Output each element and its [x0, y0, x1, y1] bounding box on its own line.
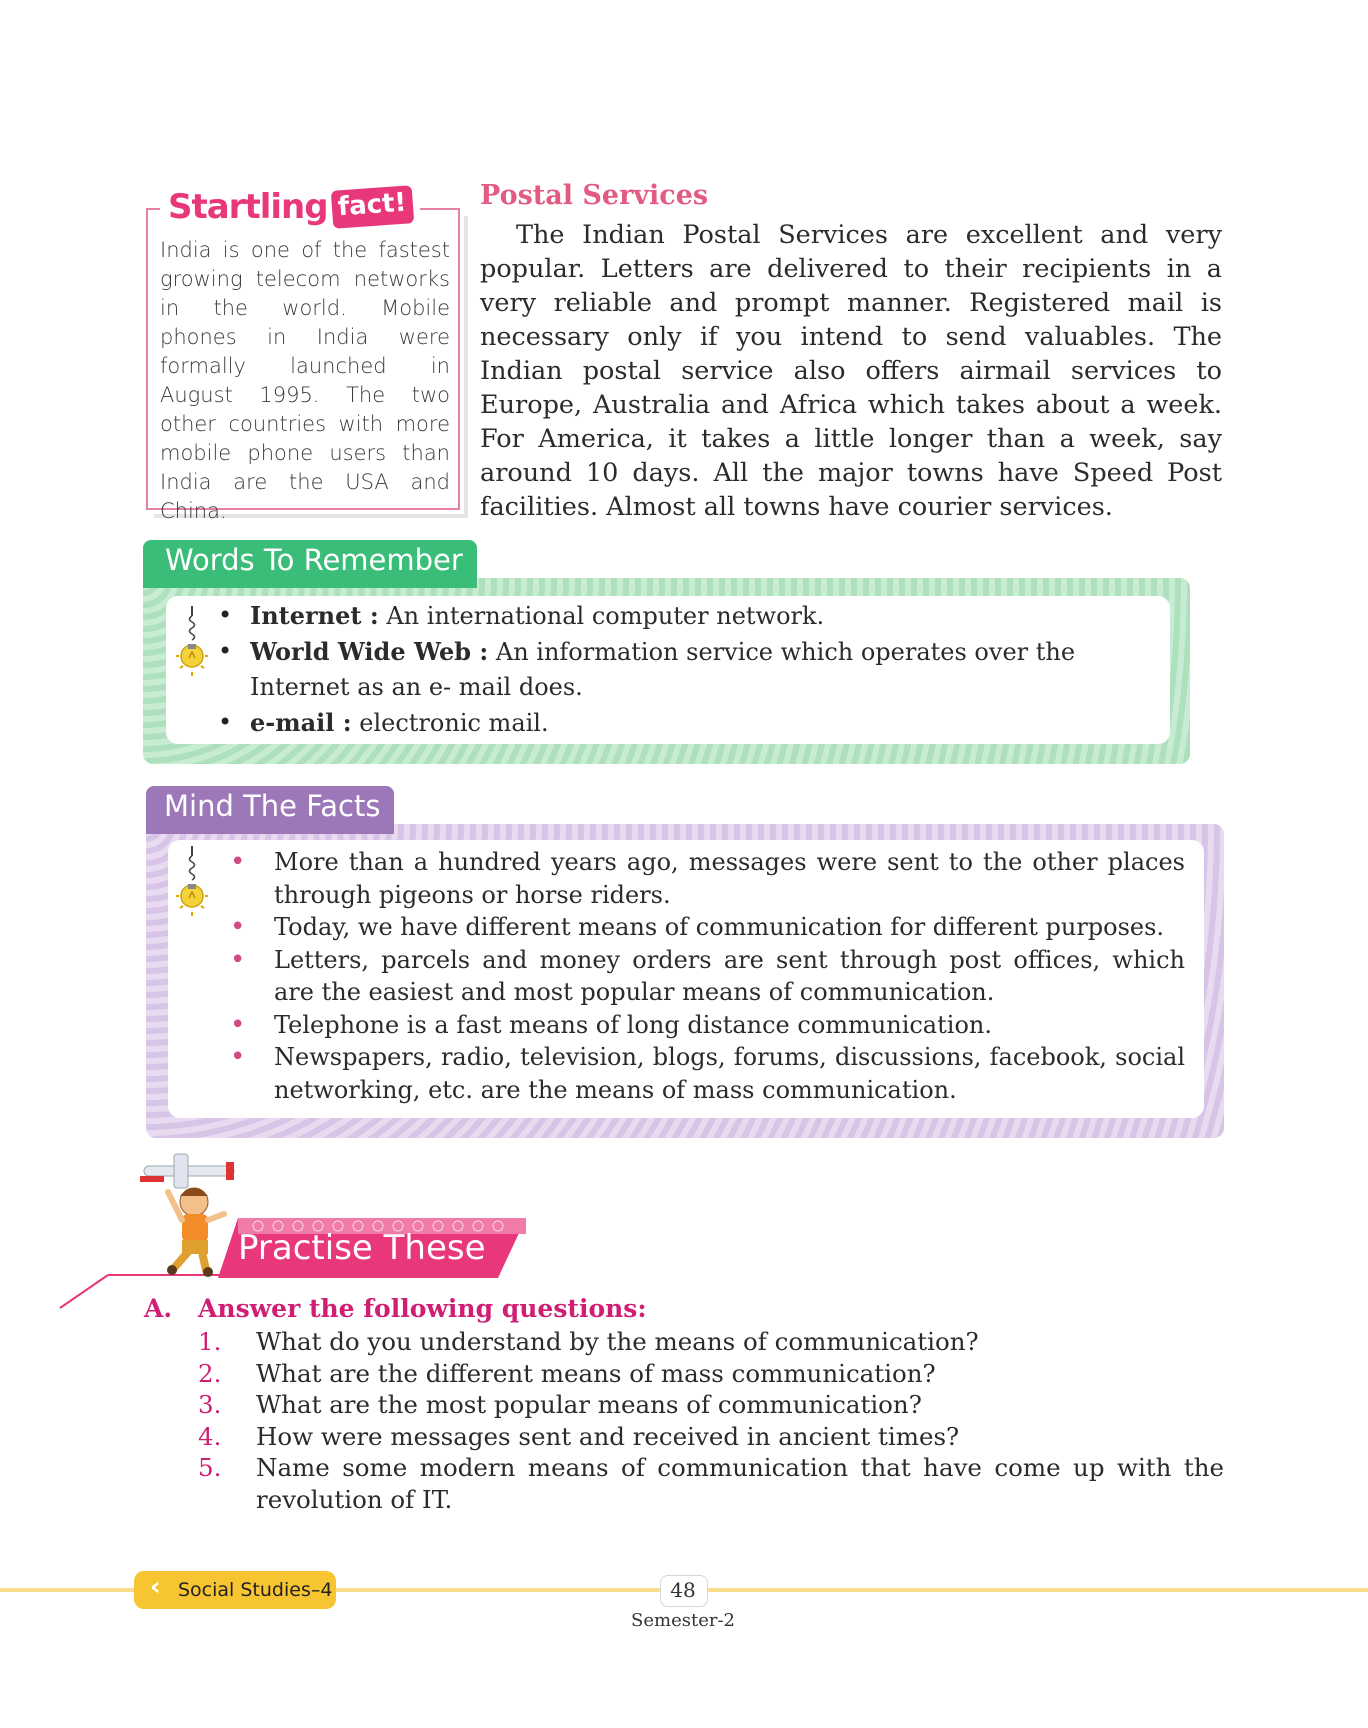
- question-number: 2.: [198, 1358, 222, 1388]
- list-item: [210, 598, 1170, 634]
- question-item: [198, 1358, 1224, 1390]
- definition: electronic mail.: [359, 709, 549, 737]
- question-section-heading: Answer the following questions:: [198, 1294, 647, 1323]
- mind-the-facts-title: Mind The Facts: [164, 789, 381, 823]
- fact-tag-label: fact!: [330, 185, 413, 229]
- startling-fact-text: India is one of the fastest growing telecom networks in the world. Mobile phones in India were formally launched in August 1995. The two other countries with more mobile phone users than India are the USA and China.: [160, 238, 450, 523]
- list-item: • More than a hundred years ago, messages were sent to the other places through pigeons or horse riders.: [230, 846, 1185, 911]
- list-item: • Telephone is a fast means of long distance communication.: [230, 1009, 1185, 1042]
- list-item: • Today, we have different means of communication for different purposes.: [230, 911, 1185, 944]
- list-item: • Newspapers, radio, television, blogs, forums, discussions, facebook, social networking, etc. are the means of mass communication.: [230, 1041, 1185, 1106]
- question-item: [198, 1326, 1224, 1358]
- bulb-icon: [174, 606, 210, 686]
- question-number: 4.: [198, 1421, 222, 1451]
- words-to-remember-title: Words To Remember: [165, 543, 463, 577]
- definition: An information service which operates over the Internet as an e- mail does.: [250, 638, 1076, 701]
- definition: An international computer network.: [386, 602, 825, 630]
- term: World Wide Web :: [250, 637, 489, 666]
- question-text: What do you understand by the means of communication?: [256, 1327, 979, 1356]
- semester-label: Semester-2: [631, 1610, 735, 1631]
- question-item: [198, 1452, 1224, 1515]
- question-text: Name some modern means of communication that have come up with the revolution of IT.: [256, 1453, 1224, 1514]
- question-number: 5.: [198, 1453, 222, 1482]
- term: e-mail :: [250, 708, 352, 737]
- list-item: [210, 705, 1170, 741]
- footer-subject-label: Social Studies–4: [178, 1579, 333, 1601]
- term: Internet :: [250, 601, 379, 630]
- mind-the-facts-list: [230, 846, 1185, 1106]
- startling-fact-heading: [160, 182, 420, 232]
- chevron-left-icon: ‹: [150, 1572, 161, 1602]
- list-item: • Letters, parcels and money orders are sent through post offices, which are the easiest and most popular means of communication.: [230, 944, 1185, 1009]
- question-list: [198, 1326, 1224, 1515]
- airplane-kid-illustration: [134, 1152, 254, 1277]
- practise-these-title: Practise These: [238, 1228, 486, 1268]
- question-section-letter: A.: [144, 1294, 173, 1323]
- postal-services-paragraph: The Indian Postal Services are excellent and very popular. Letters are delivered to their recipients in a very reliable and prompt manner. Registered mail is necessary only if you intend to send valuables. The Indian postal service also offers airmail services to Europe, Australia and Africa which takes about a week. For America, it takes a little longer than a week, say around 10 days. All the major towns have Speed Post facilities. Almost all towns have courier services.: [480, 220, 1222, 522]
- question-text: What are the most popular means of communication?: [256, 1390, 922, 1419]
- list-item: [210, 634, 1170, 705]
- page-number: 48: [670, 1578, 696, 1602]
- question-text: What are the different means of mass communication?: [256, 1358, 936, 1388]
- question-item: [198, 1389, 1224, 1421]
- startling-fact-title: Startling: [168, 187, 328, 227]
- question-number: 3.: [198, 1390, 222, 1419]
- bulb-icon: [174, 846, 210, 926]
- words-to-remember-list: [210, 598, 1170, 741]
- question-item: [198, 1421, 1224, 1453]
- question-number: 1.: [198, 1327, 222, 1356]
- postal-services-heading: Postal Services: [480, 180, 709, 211]
- question-text: How were messages sent and received in ancient times?: [256, 1421, 960, 1451]
